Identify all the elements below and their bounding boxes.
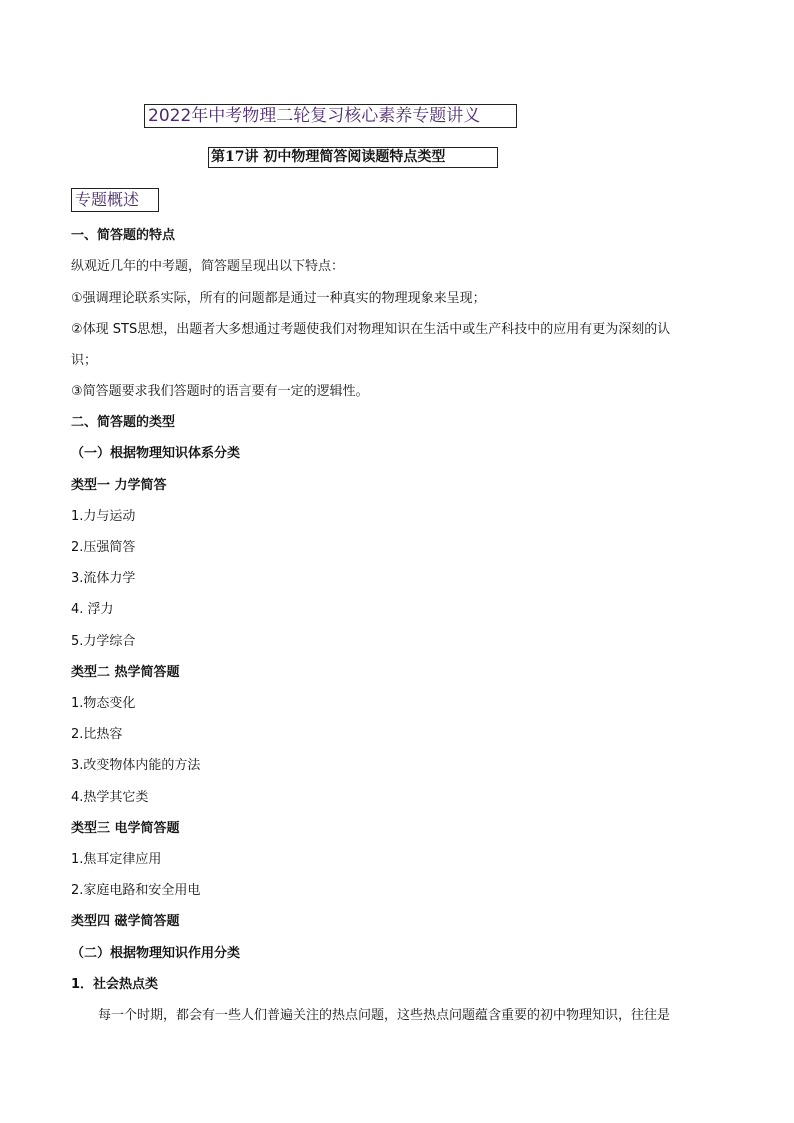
paragraph-point-3: ③简答题要求我们答题时的语言要有一定的逻辑性。 xyxy=(71,384,369,399)
subheading-by-knowledge: （一）根据物理知识体系分类 xyxy=(71,446,241,461)
list-item: 2.比热容 xyxy=(71,727,123,742)
section-heading-overview: 专题概述 xyxy=(71,188,159,212)
heading-types: 二、简答题的类型 xyxy=(71,415,176,430)
type-heading-magnetic: 类型四 磁学简答题 xyxy=(71,914,180,929)
lecture-subtitle: 第17讲 初中物理简答阅读题特点类型 xyxy=(208,147,498,168)
paragraph-intro: 纵观近几年的中考题，简答题呈现出以下特点： xyxy=(71,259,345,274)
list-item: 4.热学其它类 xyxy=(71,790,149,805)
list-item: 1.力与运动 xyxy=(71,509,136,524)
subheading-social-hotspots: 1．社会热点类 xyxy=(71,977,159,992)
list-item: 3.流体力学 xyxy=(71,571,136,586)
subheading-by-function: （二）根据物理知识作用分类 xyxy=(71,946,241,961)
list-item: 1.物态变化 xyxy=(71,696,136,711)
type-heading-mechanics: 类型一 力学简答 xyxy=(71,478,167,493)
paragraph-point-2: ②体现 STS思想，出题者大多想通过考题使我们对物理知识在生活中或生产科技中的应用有更为深刻的认 xyxy=(71,322,671,337)
heading-features: 一、简答题的特点 xyxy=(71,228,176,243)
list-item: 4. 浮力 xyxy=(71,602,114,617)
list-item: 1.焦耳定律应用 xyxy=(71,852,162,867)
paragraph-point-1: ①强调理论联系实际，所有的问题都是通过一种真实的物理现象来呈现； xyxy=(71,291,486,306)
list-item: 2.压强简答 xyxy=(71,540,136,555)
list-item: 3.改变物体内能的方法 xyxy=(71,758,201,773)
paragraph-point-2-cont: 识； xyxy=(71,353,98,368)
document-title: 2022年中考物理二轮复习核心素养专题讲义 xyxy=(144,104,517,128)
type-heading-electric: 类型三 电学简答题 xyxy=(71,821,180,836)
paragraph-hotspots: 每一个时期，都会有一些人们普遍关注的热点问题，这些热点问题蕴含重要的初中物理知识，往往是 xyxy=(98,1008,671,1023)
list-item: 2.家庭电路和安全用电 xyxy=(71,883,201,898)
type-heading-thermal: 类型二 热学简答题 xyxy=(71,665,180,680)
list-item: 5.力学综合 xyxy=(71,634,136,649)
